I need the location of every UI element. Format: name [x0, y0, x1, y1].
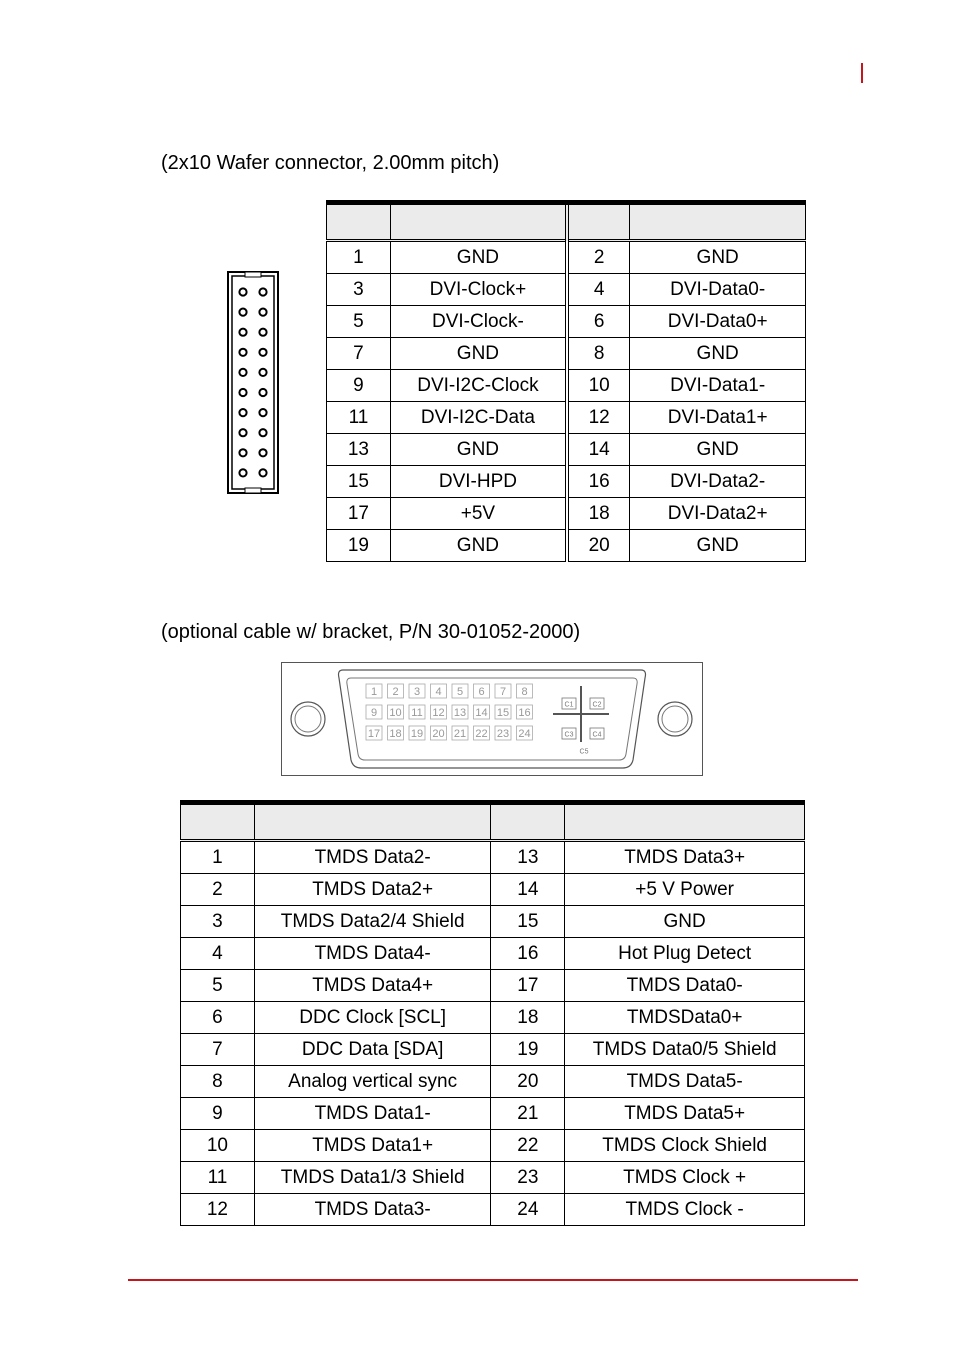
dvi-pin [474, 705, 490, 719]
signal-name-cell: GND [630, 338, 806, 370]
dvi-pin-label: 20 [432, 728, 445, 740]
table-row [181, 1130, 805, 1162]
signal-name-cell: DVI-Clock+ [390, 274, 567, 306]
dvi-pin-label: 18 [389, 728, 402, 740]
pin-number-cell: 14 [491, 874, 565, 906]
dvi-pin-label: 2 [392, 686, 399, 698]
dvi-pin-label: 5 [456, 686, 464, 698]
dvi-pin-label: 4 [435, 686, 442, 698]
dvi-pin-label: 11 [411, 707, 423, 719]
table-row [327, 466, 806, 498]
pin-number-cell: 22 [491, 1130, 565, 1162]
wafer-pin [239, 389, 246, 396]
wafer-caption: (2x10 Wafer connector, 2.00mm pitch) [161, 152, 500, 174]
pin-number-cell: 18 [567, 498, 630, 530]
signal-name-cell: TMDS Data1+ [254, 1130, 491, 1162]
table-row [327, 402, 806, 434]
pin-number-cell: 1 [327, 241, 391, 274]
pin-number-cell: 17 [491, 970, 565, 1002]
table-row [181, 1034, 805, 1066]
signal-name-cell: DVI-Data1+ [630, 402, 806, 434]
signal-name-cell: GND [390, 338, 567, 370]
pin-number-cell: 5 [327, 306, 391, 338]
pin-number-cell: 8 [567, 338, 630, 370]
pin-number-cell: 4 [567, 274, 630, 306]
table-row [181, 1162, 805, 1194]
table-row [327, 434, 806, 466]
wafer-pin [239, 429, 246, 436]
dvi-pin [517, 705, 533, 719]
dvi-pin-label: 24 [518, 728, 531, 740]
pin-number-cell: 19 [327, 530, 391, 562]
wafer-pin [239, 288, 246, 295]
signal-name-cell: +5V [390, 498, 567, 530]
pin-number-cell: 15 [327, 466, 391, 498]
table-row [181, 1002, 805, 1034]
dvi-pin [474, 726, 490, 740]
dvi-pin [431, 705, 447, 719]
wafer-pin [239, 309, 246, 316]
dvi-pin-label: 9 [370, 707, 378, 719]
dvi-pin [388, 705, 404, 719]
table-row [181, 938, 805, 970]
dvi-pin [431, 726, 447, 740]
dvi-pin-label: 1 [370, 686, 378, 698]
pin-number-cell: 13 [327, 434, 391, 466]
signal-name-cell: DVI-I2C-Clock [390, 370, 567, 402]
pin-number-cell: 3 [327, 274, 391, 306]
pin-number-cell: 15 [491, 906, 565, 938]
dvi-pin [495, 726, 511, 740]
pin-number-cell: 1 [181, 841, 255, 874]
wafer-pin [239, 449, 246, 456]
dvi-analog-pin-label: C1 [564, 701, 574, 709]
signal-name-cell: +5 V Power [565, 874, 805, 906]
wafer-pin [239, 409, 246, 416]
signal-name-cell: DVI-Data2+ [630, 498, 806, 530]
table-row [181, 1066, 805, 1098]
table-row [181, 841, 805, 874]
signal-name-cell: GND [630, 434, 806, 466]
wafer-pin [239, 349, 246, 356]
table-row [327, 306, 806, 338]
table-header-row [327, 203, 806, 241]
signal-name-cell: TMDS Data4- [254, 938, 491, 970]
wafer-pin [259, 469, 266, 476]
pin-number-cell: 8 [181, 1066, 255, 1098]
dvi-analog-pin-label: C2 [592, 701, 602, 709]
signal-name-cell: GND [630, 530, 806, 562]
signal-name-cell: TMDSData0+ [565, 1002, 805, 1034]
dvi-analog-pin-label: C4 [592, 731, 602, 739]
pin-number-cell: 9 [327, 370, 391, 402]
dvi-pin-table [180, 800, 805, 1226]
pin-number-cell: 18 [491, 1002, 565, 1034]
signal-name-cell: TMDS Data0/5 Shield [565, 1034, 805, 1066]
page-marker [861, 63, 863, 83]
pin-number-cell: 7 [327, 338, 391, 370]
signal-name-cell: GND [390, 241, 567, 274]
pin-number-cell: 19 [491, 1034, 565, 1066]
signal-name-cell: DVI-HPD [390, 466, 567, 498]
pin-number-cell: 11 [181, 1162, 255, 1194]
dvi-pin-label: 21 [453, 728, 467, 740]
wafer-pin [239, 469, 246, 476]
dvi-pin-label: 15 [496, 707, 510, 719]
dvi-pin [452, 726, 468, 740]
pin-number-cell: 9 [181, 1098, 255, 1130]
dvi-analog-pin [580, 749, 589, 756]
pin-number-cell: 2 [181, 874, 255, 906]
wafer-pin [259, 389, 266, 396]
signal-name-cell: DVI-Data0+ [630, 306, 806, 338]
pin-number-cell: 13 [491, 841, 565, 874]
signal-name-cell: TMDS Data0- [565, 970, 805, 1002]
pin-number-cell: 5 [181, 970, 255, 1002]
dvi-pin-label: 10 [389, 707, 402, 719]
wafer-pin [259, 309, 266, 316]
pin-number-cell: 3 [181, 906, 255, 938]
table-row [327, 338, 806, 370]
table-row [327, 370, 806, 402]
pin-number-cell: 10 [181, 1130, 255, 1162]
signal-name-cell: TMDS Data3- [254, 1194, 491, 1226]
pin-number-cell: 21 [491, 1098, 565, 1130]
dvi-connector-diagram [281, 662, 703, 776]
dvi-pin [517, 726, 533, 740]
wafer-pin [259, 369, 266, 376]
table-row [327, 274, 806, 306]
table-row [181, 970, 805, 1002]
dvi-caption: (optional cable w/ bracket, P/N 30-01052-2000) [161, 621, 581, 643]
signal-name-cell: GND [390, 434, 567, 466]
wafer-pin [239, 329, 246, 336]
dvi-pin [366, 726, 382, 740]
pin-number-cell: 14 [567, 434, 630, 466]
dvi-pin-label: 19 [410, 728, 424, 740]
table-row [181, 874, 805, 906]
dvi-pin-label: 16 [518, 707, 531, 719]
signal-name-cell: TMDS Data3+ [565, 841, 805, 874]
signal-name-cell: TMDS Clock - [565, 1194, 805, 1226]
dvi-pin-label: 22 [475, 728, 488, 740]
signal-name-cell: TMDS Clock + [565, 1162, 805, 1194]
pin-number-cell: 6 [567, 306, 630, 338]
dvi-pin-label: 13 [453, 707, 467, 719]
wafer-pin [259, 429, 266, 436]
pin-number-cell: 4 [181, 938, 255, 970]
dvi-pin-label: 12 [432, 707, 445, 719]
table-row [327, 241, 806, 274]
dvi-analog-pin-label: C3 [564, 731, 574, 739]
wafer-pin [239, 369, 246, 376]
table-row [181, 1098, 805, 1130]
dvi-pin-label: 7 [499, 686, 507, 698]
table-row [181, 1194, 805, 1226]
pin-number-cell: 20 [567, 530, 630, 562]
dvi-pin-label: 23 [496, 728, 510, 740]
pin-number-cell: 20 [491, 1066, 565, 1098]
dvi-pin-label: 17 [367, 728, 381, 740]
signal-name-cell: TMDS Data5- [565, 1066, 805, 1098]
pin-number-cell: 7 [181, 1034, 255, 1066]
signal-name-cell: DVI-I2C-Data [390, 402, 567, 434]
pin-number-cell: 12 [567, 402, 630, 434]
wafer-pin [259, 409, 266, 416]
pin-number-cell: 24 [491, 1194, 565, 1226]
pin-number-cell: 23 [491, 1162, 565, 1194]
table-row [181, 906, 805, 938]
signal-name-cell: DVI-Data0- [630, 274, 806, 306]
pin-number-cell: 16 [567, 466, 630, 498]
dvi-pin-label: 6 [478, 686, 485, 698]
signal-name-cell: TMDS Data2+ [254, 874, 491, 906]
dvi-pin-label: 14 [475, 707, 488, 719]
signal-name-cell: TMDS Data2/4 Shield [254, 906, 491, 938]
signal-name-cell: Analog vertical sync [254, 1066, 491, 1098]
pin-number-cell: 6 [181, 1002, 255, 1034]
signal-name-cell: DVI-Data2- [630, 466, 806, 498]
signal-name-cell: DVI-Clock- [390, 306, 567, 338]
signal-name-cell: TMDS Data1- [254, 1098, 491, 1130]
signal-name-cell: TMDS Data2- [254, 841, 491, 874]
signal-name-cell: DDC Clock [SCL] [254, 1002, 491, 1034]
footer-rule [128, 1279, 858, 1281]
wafer-pin [259, 329, 266, 336]
table-row [327, 498, 806, 530]
signal-name-cell: Hot Plug Detect [565, 938, 805, 970]
dvi-pin [452, 705, 468, 719]
pin-number-cell: 16 [491, 938, 565, 970]
signal-name-cell: TMDS Data4+ [254, 970, 491, 1002]
table-row [327, 530, 806, 562]
wafer-pin-table [326, 200, 806, 562]
pin-number-cell: 10 [567, 370, 630, 402]
signal-name-cell: GND [390, 530, 567, 562]
signal-name-cell: TMDS Data5+ [565, 1098, 805, 1130]
dvi-pin [495, 705, 511, 719]
wafer-pin [259, 449, 266, 456]
signal-name-cell: GND [630, 241, 806, 274]
dvi-pin-label: 8 [521, 686, 528, 698]
dvi-pin [409, 726, 425, 740]
dvi-pin-label: 3 [413, 686, 421, 698]
signal-name-cell: TMDS Clock Shield [565, 1130, 805, 1162]
dvi-pin [409, 705, 425, 719]
signal-name-cell: TMDS Data1/3 Shield [254, 1162, 491, 1194]
pin-number-cell: 12 [181, 1194, 255, 1226]
dvi-analog-pin-label: C5 [579, 748, 589, 756]
pin-number-cell: 11 [327, 402, 391, 434]
wafer-pin [259, 288, 266, 295]
table-header-row [181, 803, 805, 841]
signal-name-cell: DVI-Data1- [630, 370, 806, 402]
signal-name-cell: GND [565, 906, 805, 938]
pin-number-cell: 17 [327, 498, 391, 530]
pin-number-cell: 2 [567, 241, 630, 274]
dvi-pin [388, 726, 404, 740]
signal-name-cell: DDC Data [SDA] [254, 1034, 491, 1066]
wafer-pin [259, 349, 266, 356]
wafer-connector-diagram [227, 271, 279, 494]
